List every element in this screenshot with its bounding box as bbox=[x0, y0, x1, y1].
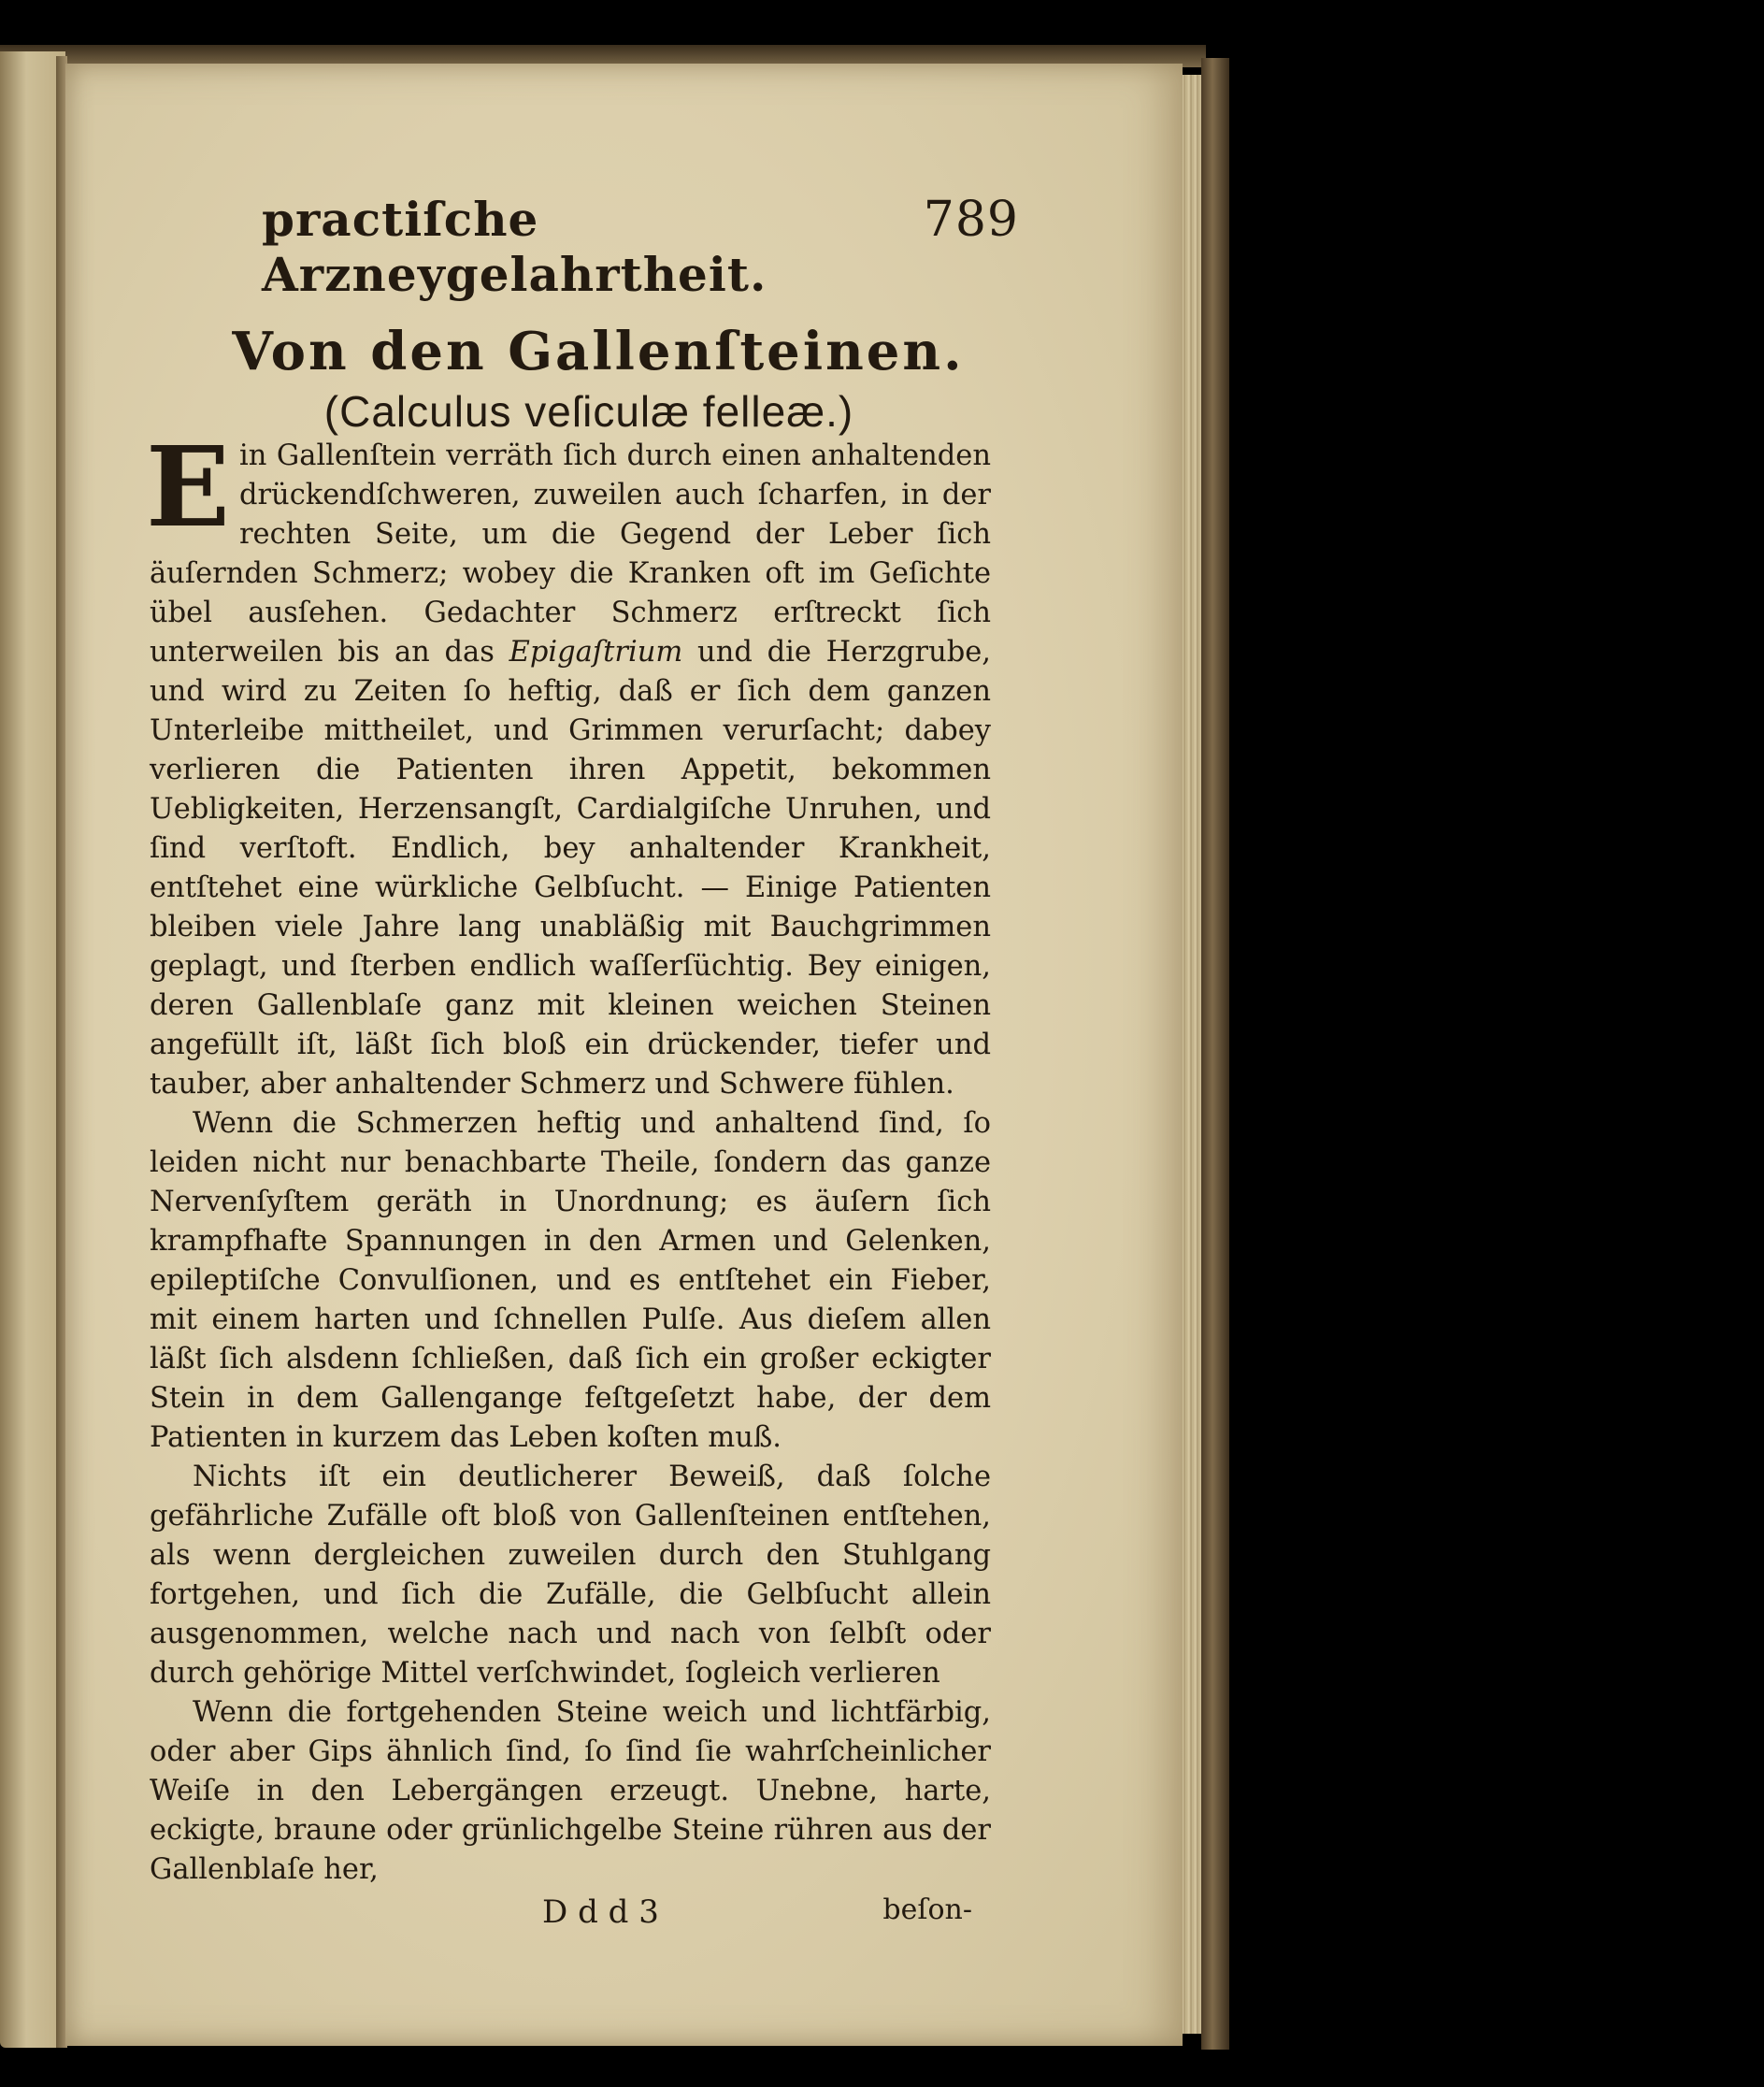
paragraph-2: Wenn die Schmerzen heftig und anhaltend ſind, ſo leiden nicht nur benachbarte Theile, ſondern das ganze Nervenſyſtem geräth in Unordnung; es äuſern ſich krampfhafte Spannungen in den Armen und Gelenken, epileptiſche Convulſionen, und es entſtehet ein Fieber, mit einem harten und ſchnellen Pulſe. Aus dieſem allen läßt ſich alsdenn ſchließen, daß ſich ein großer eckigter Stein in dem Gallengange feſtgeſetzt habe, der dem Patienten in kurzem das Leben koſten muß. bbox=[150, 1107, 991, 1454]
running-head bbox=[150, 192, 1019, 302]
book-cover-edge bbox=[1201, 58, 1229, 2050]
page-number: 789 bbox=[923, 192, 1019, 248]
paragraph-1-italic-term: Epigaſtrium bbox=[509, 636, 683, 669]
catchword: beſon- bbox=[882, 1893, 972, 1926]
chapter-title: Von den Gallenſteinen. bbox=[232, 321, 965, 382]
paragraph-1 bbox=[146, 422, 991, 1104]
paragraph-1-text-b: und die Herzgrube, und wird zu Zeiten ſo heftig, daß er ſich dem ganzen Unterleibe mittheilet, und Grimmen verurſacht; dabey verlieren die Patienten ihren Appetit, bekommen Uebligkeiten, Herzensangſt, Cardialgiſche Unruhen, und ſind verſtoft. Endlich, bey anhaltender Krankheit, entſtehet eine würkliche Gelbſucht. — Einige Patienten bleiben viele Jahre lang unabläßig mit Bauchgrimmen geplagt, und ſterben endlich waſſerſüchtig. Bey einigen, deren Gallenblaſe ganz mit kleinen weichen Steinen angefüllt iſt, läßt ſich bloß ein drückender, tiefer und tauber, aber anhaltender Schmerz und Schwere fühlen. bbox=[150, 636, 991, 1101]
paragraph-4: Wenn die fortgehenden Steine weich und lichtfärbig, oder aber Gips ähnlich ſind, ſo ſind ſie wahrſcheinlicher Weiſe in den Lebergängen erzeugt. Unebne, harte, eckigte, braune oder grünlichgelbe Steine rühren aus der Gallenblaſe her, bbox=[150, 1696, 991, 1886]
paragraph-1-text-a: in Gallenſtein verräth ſich durch einen anhaltenden drückendſchweren, zuweilen auch ſcharfen, in der rechten Seite, um die Gegend der Leber ſich äuſernden Schmerz; wobey die Kranken oft im Geſichte übel ausſehen. Gedachter Schmerz erſtreckt ſich unterweilen bis an das bbox=[150, 439, 991, 669]
page-footer bbox=[150, 1893, 972, 1931]
drop-cap: E bbox=[146, 422, 230, 552]
page-text-block bbox=[146, 192, 1019, 1931]
running-head-title: practiſche Arzneygelahrtheit. bbox=[262, 192, 767, 302]
signature-mark: D d d 3 bbox=[542, 1893, 659, 1931]
paragraph-3: Nichts iſt ein deutlicherer Beweiß, daß ſolche gefährliche Zufälle oft bloß von Gallenſteinen entſtehen, als wenn dergleichen zuweilen durch den Stuhlgang fortgehen, und ſich die Zufälle, die Gelbſucht allein ausgenommen, welche nach und nach von ſelbſt oder durch gehörige Mittel verſchwindet, ſogleich verlieren bbox=[150, 1461, 991, 1690]
chapter-subtitle: (Calculus veſiculæ felleæ.) bbox=[323, 387, 854, 436]
